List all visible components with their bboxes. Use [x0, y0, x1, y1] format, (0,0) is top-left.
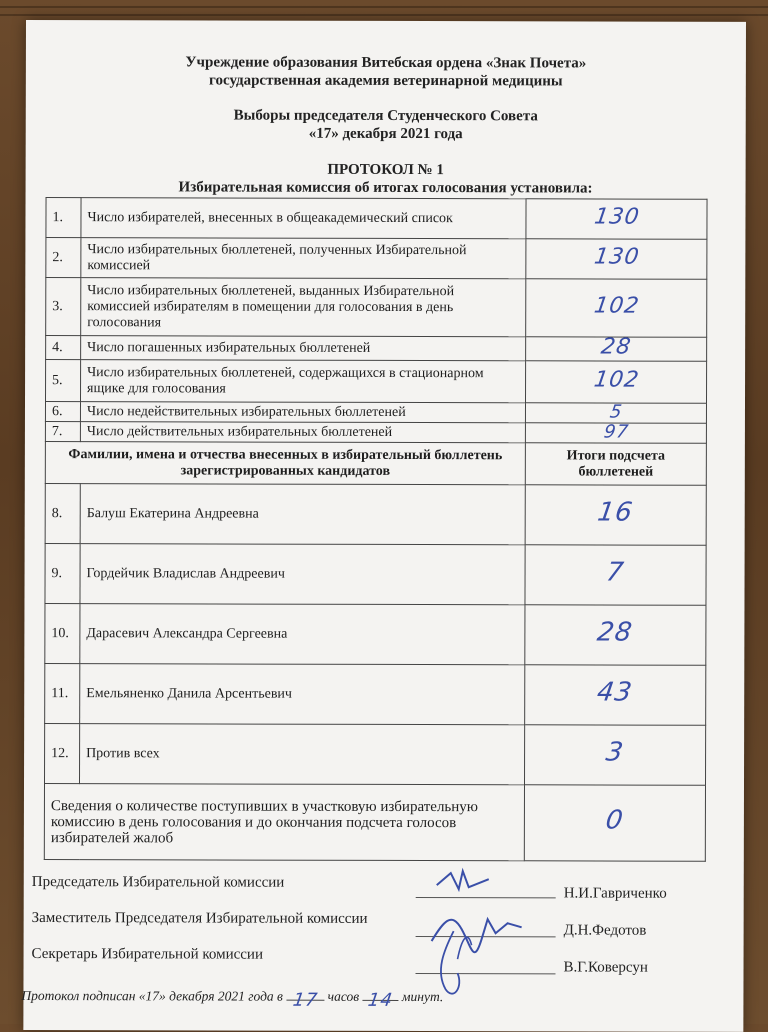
institution-line-2: государственная академия ветеринарной медицины: [209, 72, 563, 90]
protocol-table: [44, 197, 708, 862]
signing-hours-blank: [286, 989, 324, 1011]
candidate-votes: 43: [595, 677, 635, 708]
institution-line-1: Учреждение образования Витебская ордена «Знак Почета»: [185, 54, 587, 72]
candidate-votes: 16: [596, 497, 636, 528]
stat-label: Число избирательных бюллетеней, содержащихся в стационарном ящике для голосования: [81, 360, 526, 403]
candidate-number: 12.: [45, 724, 80, 784]
stat-value: 130: [592, 244, 641, 270]
complaints-value-cell: [524, 785, 705, 861]
chairman-role: Председатель Избирательной комиссии: [31, 874, 285, 891]
complaints-label: Сведения о количестве поступивших в участковую избирательную комиссию в день голосования и до окончания подсчета голосов избирателей жалоб: [44, 784, 524, 861]
deputy-role: Заместитель Председателя Избирательной комиссии: [31, 910, 368, 927]
stat-value: 97: [602, 421, 630, 443]
stat-value-cell: [525, 423, 706, 443]
candidate-number: 9.: [45, 544, 80, 604]
stat-row: [46, 278, 707, 338]
deputy-name: Д.Н.Федотов: [563, 922, 647, 939]
stat-value: 102: [592, 293, 641, 319]
stat-label: Число недействительных избирательных бюллетеней: [80, 402, 525, 423]
document-sheet: [23, 20, 746, 1032]
stat-value-cell: [526, 334, 707, 361]
stat-number: 7.: [45, 422, 80, 442]
stat-row: [46, 360, 707, 404]
candidate-row: [45, 724, 706, 786]
stat-number: 4.: [46, 336, 81, 360]
candidate-votes: 28: [595, 617, 636, 648]
stat-row: [45, 422, 706, 444]
stat-number: 2.: [46, 238, 81, 278]
stat-label: Число избирательных бюллетеней, выданных Избирательной комиссией избирателям в помещении для голосования в день голосования: [81, 278, 526, 337]
candidate-name: Против всех: [80, 724, 525, 785]
stat-row: [46, 336, 707, 362]
complaints-value: 0: [603, 805, 626, 836]
signing-minutes-label: минут.: [401, 988, 444, 1005]
candidate-votes-cell: [525, 485, 706, 545]
signing-prefix: Протокол подписан «17» декабря 2021 года в: [21, 987, 283, 1004]
stat-row: [46, 238, 707, 280]
candidate-number: 10.: [45, 604, 80, 664]
stat-row: [45, 402, 706, 424]
signing-minutes-blank: [363, 989, 399, 1011]
stat-value-cell: [526, 199, 707, 239]
chairman-name: Н.И.Гавриченко: [563, 885, 667, 902]
chairman-signature: [429, 863, 509, 897]
signing-hours-label: часов: [327, 988, 360, 1004]
stat-value: 5: [608, 401, 624, 423]
election-date: «17» декабря 2021 года: [308, 125, 463, 143]
candidate-number: 8.: [45, 484, 80, 544]
candidate-row: [45, 664, 706, 726]
candidate-name: Гордейчик Владислав Андреевич: [80, 544, 525, 605]
stat-number: 1.: [46, 198, 81, 238]
candidate-row: [45, 544, 706, 606]
secretary-role: Секретарь Избирательной комиссии: [31, 946, 264, 963]
candidate-row: [45, 484, 706, 546]
stat-label: Число избирателей, внесенных в общеакадемический список: [81, 198, 526, 239]
candidates-results-header: Итоги подсчета бюллетеней: [525, 443, 706, 485]
protocol-subtitle: Избирательная комиссия об итогах голосования установила:: [178, 179, 593, 197]
candidate-votes: 3: [604, 737, 626, 768]
complaints-row: [44, 784, 705, 862]
stat-value-cell: [525, 403, 706, 423]
candidate-votes: 7: [604, 557, 627, 588]
stat-value-cell: [526, 239, 707, 279]
candidates-header-row: [45, 442, 706, 486]
stat-value: 28: [599, 334, 634, 360]
candidate-row: [45, 604, 706, 666]
stat-number: 3.: [46, 278, 81, 336]
candidate-name: Балуш Екатерина Андреевна: [80, 484, 525, 545]
signing-hours: 17: [291, 989, 320, 1011]
signing-minutes: 14: [366, 989, 395, 1011]
stat-label: Число погашенных избирательных бюллетеней: [81, 336, 526, 361]
signing-statement: [21, 987, 444, 1011]
candidate-votes-cell: [525, 665, 706, 725]
election-title: Выборы председателя Студенческого Совета: [233, 107, 538, 125]
candidate-number: 11.: [45, 664, 80, 724]
stat-row: [46, 198, 707, 240]
stat-label: Число действительных избирательных бюллетеней: [80, 422, 525, 443]
secretary-name: В.Г.Коверсун: [563, 959, 648, 976]
candidate-votes-cell: [524, 725, 705, 785]
stat-value-cell: [525, 361, 706, 403]
stat-value: 130: [592, 204, 641, 230]
protocol-title: ПРОТОКОЛ № 1: [327, 161, 444, 179]
stat-number: 5.: [46, 360, 81, 402]
stat-value-cell: [526, 279, 707, 337]
stat-number: 6.: [45, 402, 80, 422]
candidates-names-header: Фамилии, имена и отчества внесенных в избирательный бюллетень зарегистрированных кандидатов: [45, 442, 525, 485]
candidate-name: Емельяненко Данила Арсентьевич: [80, 664, 525, 725]
stat-label: Число избирательных бюллетеней, полученных Избирательной комиссией: [81, 238, 526, 279]
candidate-votes-cell: [525, 545, 706, 605]
candidate-votes-cell: [525, 605, 706, 665]
candidate-name: Дарасевич Александра Сергеевна: [80, 604, 525, 665]
stat-value: 102: [591, 367, 641, 393]
